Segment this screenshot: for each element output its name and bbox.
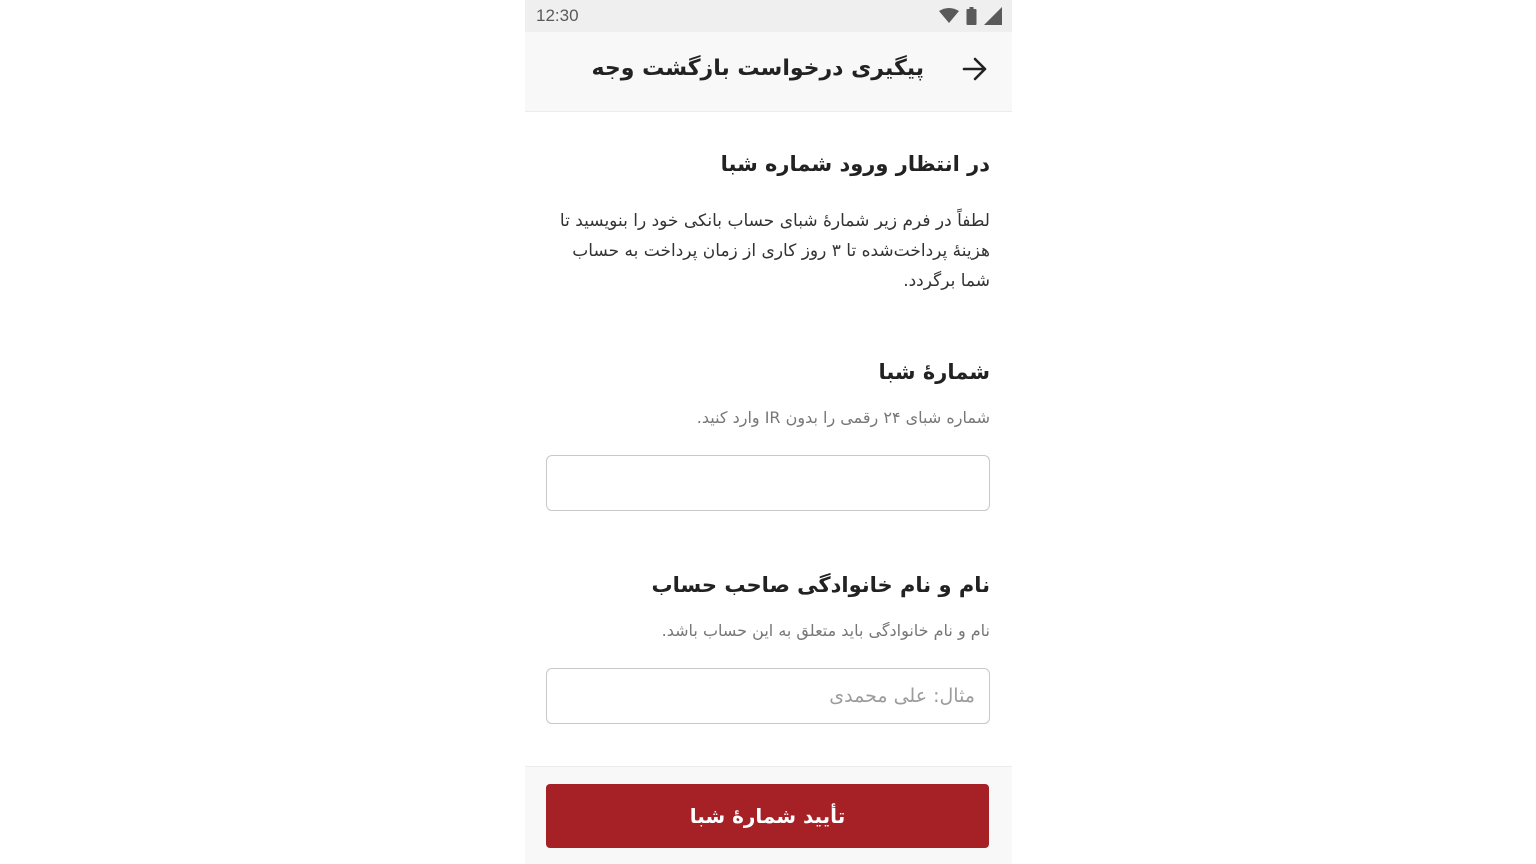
wifi-icon	[939, 8, 959, 24]
back-button[interactable]	[958, 54, 992, 88]
status-heading: در انتظار ورود شماره شبا	[720, 152, 990, 176]
footer-bar	[525, 766, 1012, 864]
arrow-right-icon	[962, 57, 988, 85]
status-time: 12:30	[536, 6, 579, 25]
owner-name-label: نام و نام خانوادگی صاحب حساب	[651, 573, 990, 597]
battery-icon	[966, 7, 977, 25]
owner-name-input[interactable]	[546, 668, 990, 724]
page-title: پیگیری درخواست بازگشت وجه	[591, 56, 924, 81]
confirm-sheba-button[interactable]: تأیید شمارهٔ شبا	[546, 784, 989, 848]
sheba-hint: شماره شبای ۲۴ رقمی را بدون IR وارد کنید.	[696, 408, 990, 427]
app-bar	[525, 32, 1012, 112]
status-icons	[939, 7, 1002, 25]
instructions-text: لطفاً در فرم زیر شمارهٔ شبای حساب بانکی خود را بنویسید تا هزینهٔ پرداخت‌شده تا ۳ روز کاری از زمان پرداخت به حساب شما برگردد.	[559, 211, 990, 291]
status-bar	[525, 0, 1012, 32]
owner-name-hint: نام و نام خانوادگی باید متعلق به این حساب باشد.	[661, 621, 990, 640]
sheba-input[interactable]	[546, 455, 990, 511]
sheba-label: شمارهٔ شبا	[878, 360, 990, 384]
phone-screen	[525, 0, 1012, 864]
signal-icon	[984, 7, 1002, 25]
